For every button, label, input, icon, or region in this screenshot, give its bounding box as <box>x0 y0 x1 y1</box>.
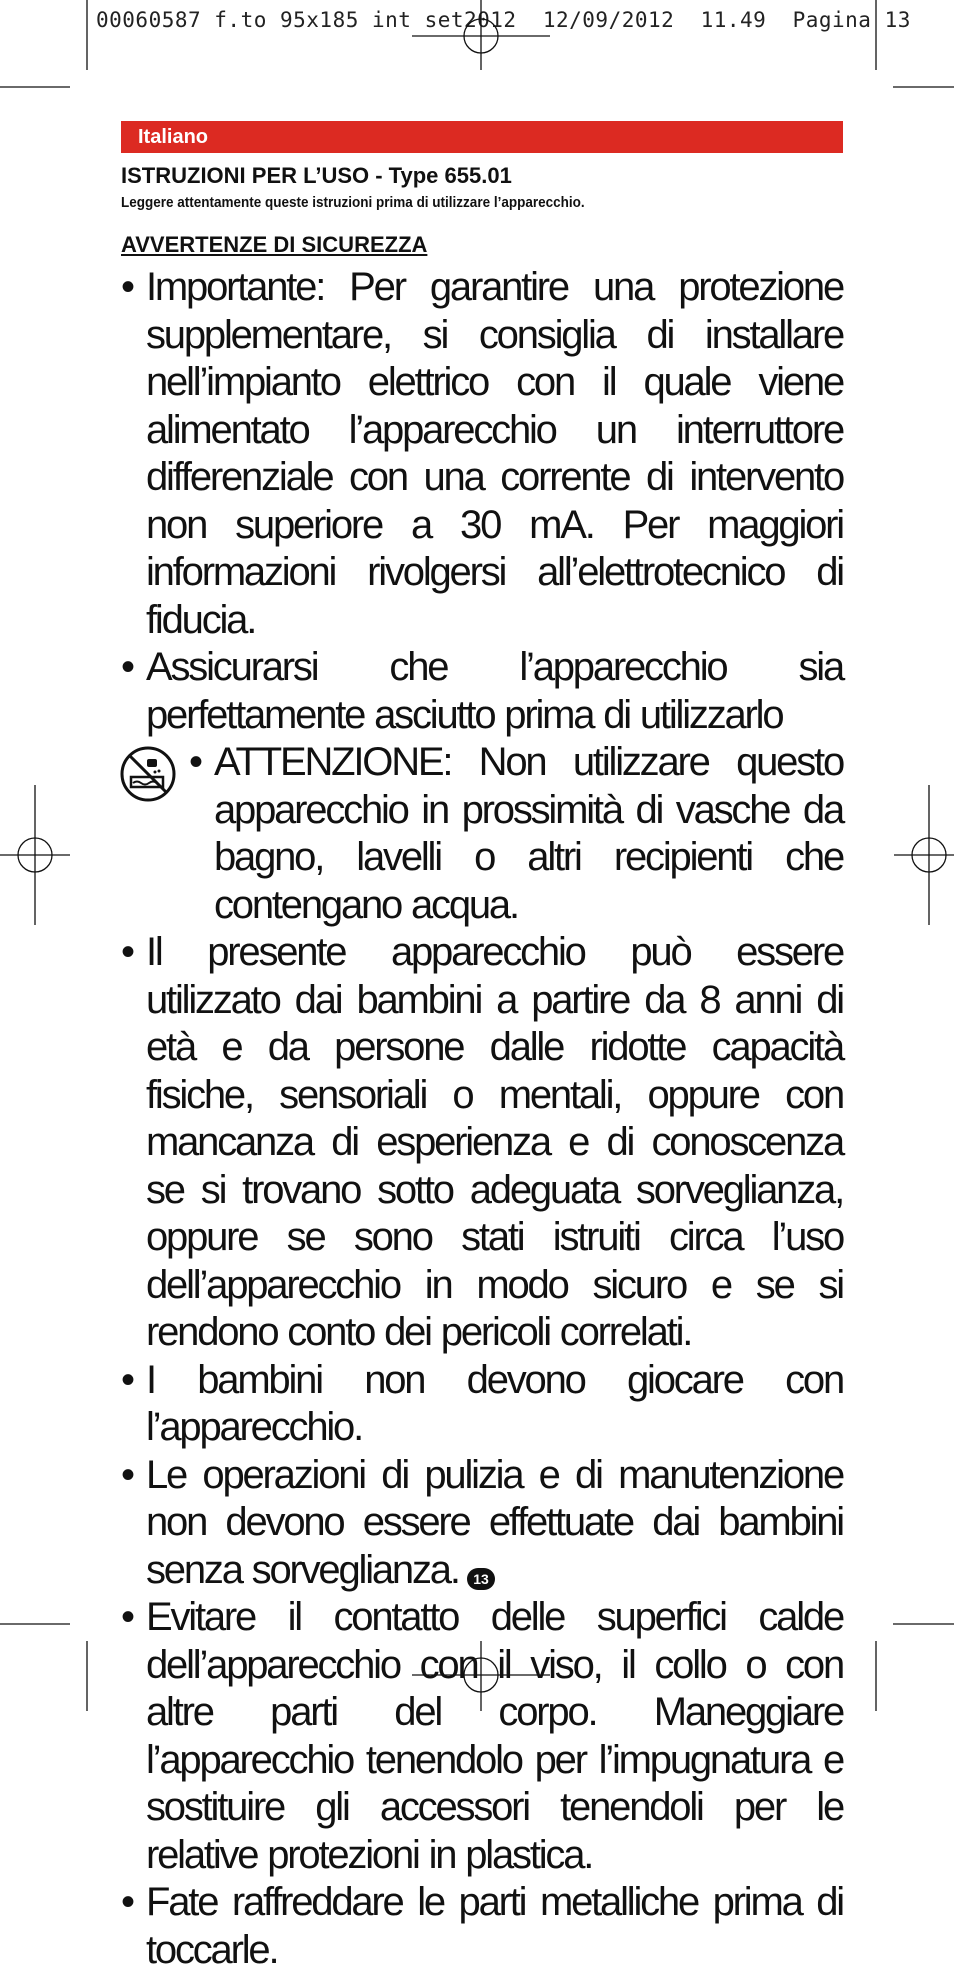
bullet-point: • <box>121 1595 136 1639</box>
list-item <box>121 1594 843 1879</box>
list-item-text: Fate raffreddare le parti metalliche prima di toccarle. <box>146 1880 843 1972</box>
bullet-point: • <box>189 740 204 784</box>
list-item <box>121 1357 843 1452</box>
list-item <box>121 644 843 739</box>
list-item <box>121 929 843 1357</box>
safety-warnings-list <box>121 264 843 1974</box>
list-item <box>121 264 843 644</box>
list-item-text: Importante: Per garantire una protezione supplementare, si consiglia di installare nell’impianto elettrico con il quale viene alimentato l’apparecchio un interruttore differenziale con una corrente di intervento non superiore a 30 mA. Per maggiori informazioni rivolgersi all’elettrotecnico di fiducia. <box>146 265 843 642</box>
bullet-point: • <box>121 930 136 974</box>
list-item-text: Assicurarsi che l’apparecchio sia perfettamente asciutto prima di utilizzarlo <box>146 645 843 737</box>
list-item-warning <box>121 739 843 929</box>
bullet-point: • <box>121 645 136 689</box>
section-heading: AVVERTENZE DI SICUREZZA <box>121 232 428 257</box>
print-slug-line: 00060587 f.to 95x185 int set2012 12/09/2012 11.49 Pagina 13 <box>96 8 911 32</box>
bullet-point: • <box>121 265 136 309</box>
list-item <box>121 1879 843 1974</box>
list-item-text: Il presente apparecchio può essere utilizzato dai bambini a partire da 8 anni di età e da persone dalle ridotte capacità fisiche, sensoriali o mentali, oppure con mancanza di esperienza e di conoscenza se si trovano sotto adeguata sorveglianza, oppure se sono stati istruiti circa l’uso dell’apparecchio in modo sicuro e se si rendono conto dei pericoli correlati. <box>146 930 843 1354</box>
list-item-text: Evitare il contatto delle superfici calde dell’apparecchio con il viso, il collo o con altre parti del corpo. Maneggiare l’apparecchio tenendolo per l’impugnatura e sostituire gli accessori tenendoli per le relative protezioni in plastica. <box>146 1595 843 1877</box>
page-number-badge: 13 <box>467 1568 495 1590</box>
document-subtitle: Leggere attentamente queste istruzioni prima di utilizzare l’apparecchio. <box>121 194 585 211</box>
bullet-point: • <box>121 1880 136 1924</box>
document-title: ISTRUZIONI PER L’USO - Type 655.01 <box>121 163 512 188</box>
list-item-text: I bambini non devono giocare con l’apparecchio. <box>146 1357 843 1449</box>
list-item-text: ATTENZIONE: Non utilizzare questo apparecchio in prossimità di vasche da bagno, lavelli o altri recipienti che contengano acqua. <box>214 740 843 927</box>
list-item-text: Le operazioni di pulizia e di manutenzione non devono essere effettuate dai bambini senza sorveglianza. <box>146 1452 843 1592</box>
bullet-point: • <box>121 1452 136 1497</box>
bullet-point: • <box>121 1357 136 1402</box>
no-water-bath-icon <box>119 745 177 803</box>
language-bar: Italiano <box>121 121 843 153</box>
